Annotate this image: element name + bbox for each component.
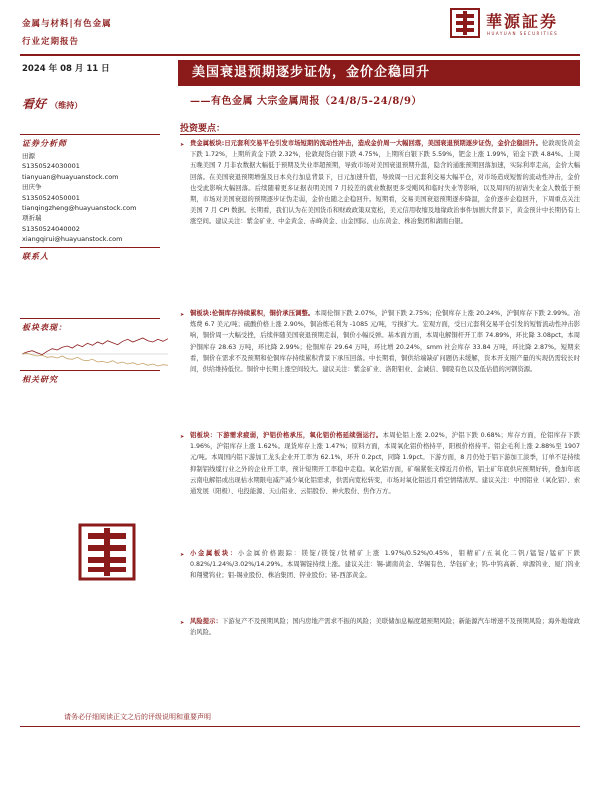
invest-item: [180, 430, 580, 497]
bullet-icon: ➤: [180, 142, 185, 148]
invest-item: [180, 548, 580, 582]
invest-item-lead: 小金属板块：: [190, 550, 238, 557]
invest-item-lead: 铝板块：下游需求疲弱，沪铝价格承压，氧化铝价格延续强运行。: [190, 432, 383, 439]
analyst-list: [22, 151, 136, 245]
chart-heading: 板块表现：: [22, 323, 67, 332]
rating-label: 看好: [22, 97, 47, 111]
related-heading: 相关研究: [22, 375, 58, 384]
header-report-type: 行业定期报告: [22, 37, 80, 47]
analyst-line: S1350524040002: [22, 224, 80, 233]
report-title: 美国衰退预期逐步证伪，金价企稳回升: [178, 60, 580, 86]
rating: [22, 95, 82, 112]
analyst-line: S1350524050001: [22, 193, 80, 202]
analyst-line: tianqingzheng@huayuanstock.com: [22, 204, 137, 213]
analyst-line: 田庆争: [22, 183, 42, 192]
invest-item: [180, 138, 580, 228]
brand-logo-icon: [450, 8, 480, 38]
invest-divider: [180, 134, 580, 135]
invest-heading: 投资要点：: [180, 124, 226, 134]
header-category: 金属与材料|有色金属: [22, 19, 112, 29]
footer-divider: [20, 726, 580, 727]
report-subtitle: ——有色金属 大宗金属周报（24/8/5-24/8/9）: [190, 96, 422, 107]
sector-performance-chart: [20, 336, 170, 368]
invest-item: [180, 308, 580, 375]
bullet-icon: ➤: [180, 312, 185, 318]
analyst-line: S1350524030001: [22, 162, 80, 171]
divider: [20, 370, 160, 371]
analyst-line: 田源: [22, 152, 35, 160]
report-date: 2024 年 08 月 11 日: [22, 64, 110, 74]
divider: [20, 134, 160, 135]
brand-watermark-icon: [78, 523, 136, 581]
analyst-line: 项祈瑞: [22, 214, 42, 223]
analyst-heading: 证券分析师: [22, 139, 67, 148]
bullet-icon: ➤: [180, 620, 185, 626]
invest-item-body: 小金属价格跟踪：镁锭/镁锭/钛精矿上涨 1.97%/0.52%/0.45%，钼精矿/五氧化二钒/锰锭/锰矿下跌 0.82%/1.24%/3.02%/14.29%。本周锡锭持续上涨。建议关注：锡-湖南黄金、华锡有色、华钰矿业；钨-中钨高新、章源钨业、厦门钨业和翔鹭钨业；钼-锡业股份、株冶集团、锌业股份；铋-西部黄金。: [190, 550, 580, 580]
analyst-line: xiangqirui@huayuanstock.com: [22, 235, 123, 244]
invest-item: [180, 616, 580, 638]
invest-item-body: 本周伦铝上涨 2.02%，沪铝下跌 0.68%；库存方面，伦铝库存下跌 1.96%，沪铝库存上涨 1.62%。现货库存上涨 1.47%；原料方面，本周氧化铝价格持平，阳极价格持平。铝企毛利上涨 2.88%至 1907 元/吨。本周国内铝下游加工龙头企业开工率为 62.1%，环升 0.2pct，同降 1.9pct。下游方面，8 月仍处于铝下游加工淡季，订单不足持续抑制铝线缆行业之外的企业开工率，预计短期开工率稳中走稳。氧化铝方面，矿端紧张支撑近月价格，铝土矿年底供应预期好转，叠加年底云南电解铝或出现枯水期限电减产减少氧化铝需求，供需向宽松转变，市场对氧化铝远月看空情绪浓厚。建议关注：中国铝业（氧化铝）、索通发展（阳极）、电投能源、天山铝业、云铝股份、神火股份、焦作万方。: [190, 432, 581, 496]
invest-item-lead: 风险提示：: [190, 618, 222, 625]
bullet-icon: ➤: [180, 552, 185, 558]
brand-name-en: HUAYUAN SECURITIES: [487, 31, 559, 36]
brand-name: 華源証券: [486, 12, 559, 31]
analyst-line: tianyuan@huayuanstock.com: [22, 172, 119, 181]
header-divider: [20, 54, 580, 56]
chart-series-line-2: [22, 353, 168, 366]
divider: [20, 247, 160, 248]
chart-series-line-1: [22, 338, 168, 355]
footer-disclaimer: 请务必仔细阅读正文之后的评级说明和重要声明: [64, 713, 211, 721]
invest-item-body: 下游复产不及预期风险；国内房地产需求不振的风险；美联储加息幅度超预期风险；新能源汽车增速不及预期风险；海外地缘政治风险。: [190, 618, 581, 637]
contact-heading: 联系人: [22, 252, 49, 261]
divider: [20, 318, 160, 319]
invest-item-body: 伦敦现货黄金下跌 1.72%，上期所黄金下跌 2.32%，伦敦现货白银下跌 4.75%，上期所白银下跌 5.59%，钯金上涨 1.99%，铂金下跌 4.84%。上周五晚美国 7 月非农数据大幅低于预期及失业率超预期，导致市场对美国衰退预期升温，隐含的通胀预期回落加速，实际利率走高，金价大幅回落。在美国衰退预期增强及日本央行加息背景下，日元加速升值，导致周一日元套利交易大幅平仓，对市场造成短暂的流动性冲击，金价也受此影响大幅回落。后续随着更多证据表明美国 7 月较差的就业数据更多受飓风和临时失业等影响，以及周四的初请失业金人数低于预期，市场对美国衰退的预期逐步证伪走弱，金价也随之企稳回升。短期看，交易美国衰退预期逐步降温，金价逐步企稳回升，下周重点关注美国 7 月 CPI 数据。长期看，我们认为在美国货币和财政政策双宽松，美元信用收缩及地缘政治事件加剧大背景下，黄金预计中长期仍有上涨空间。建议关注：紫金矿业、中金黄金、赤峰黄金、山金国际、山东黄金、株冶集团和湖南白银。: [190, 140, 580, 226]
invest-item-lead: 贵金属板块:日元套利交易平仓引发市场短期的流动性冲击，造成金价周一大幅回落，美国衰退预期逐步证伪，金价企稳回升。: [190, 140, 542, 147]
invest-item-body: 本周伦铜下跌 2.07%，沪铜下跌 2.75%；伦铜库存上涨 20.24%，沪铜库存下跌 2.99%。冶炼费 6.7 美元/吨；硫酸价格上涨 2.90%，铜冶炼毛利为 -1085 元/吨，亏损扩大。宏观方面，受日元套利交易平仓引发的短暂流动性冲击影响，铜价周一大幅受挫，后续伴随美国衰退预期走弱，铜价小幅反弹。基本面方面，本周电解铜杆开工率 74.89%，环比降 3.08pct。本周沪铜库存 28.63 万吨，环比降 2.99%；伦铜库存 29.64 万吨，环比增 20.24%，smm 社会库存 33.84 万吨，环比降 2.87%。短期来看，铜价在需求不及预期和伦铜库存持续累积背景下承压回落。中长期看，铜供给端缺矿问题仍未缓解，资本开支刚产量的实现仍需较长时间，供给维持低位。铜价中长期上涨空间较大。建议关注：紫金矿业、洛阳钼业、金诚信、铜陵有色以及低估值的河钢资源。: [190, 310, 581, 374]
invest-item-lead: 铜板块:伦铜库存持续累积，铜价承压调整。: [190, 310, 315, 317]
bullet-icon: ➤: [180, 434, 185, 440]
rating-note: （维持）: [50, 100, 83, 110]
